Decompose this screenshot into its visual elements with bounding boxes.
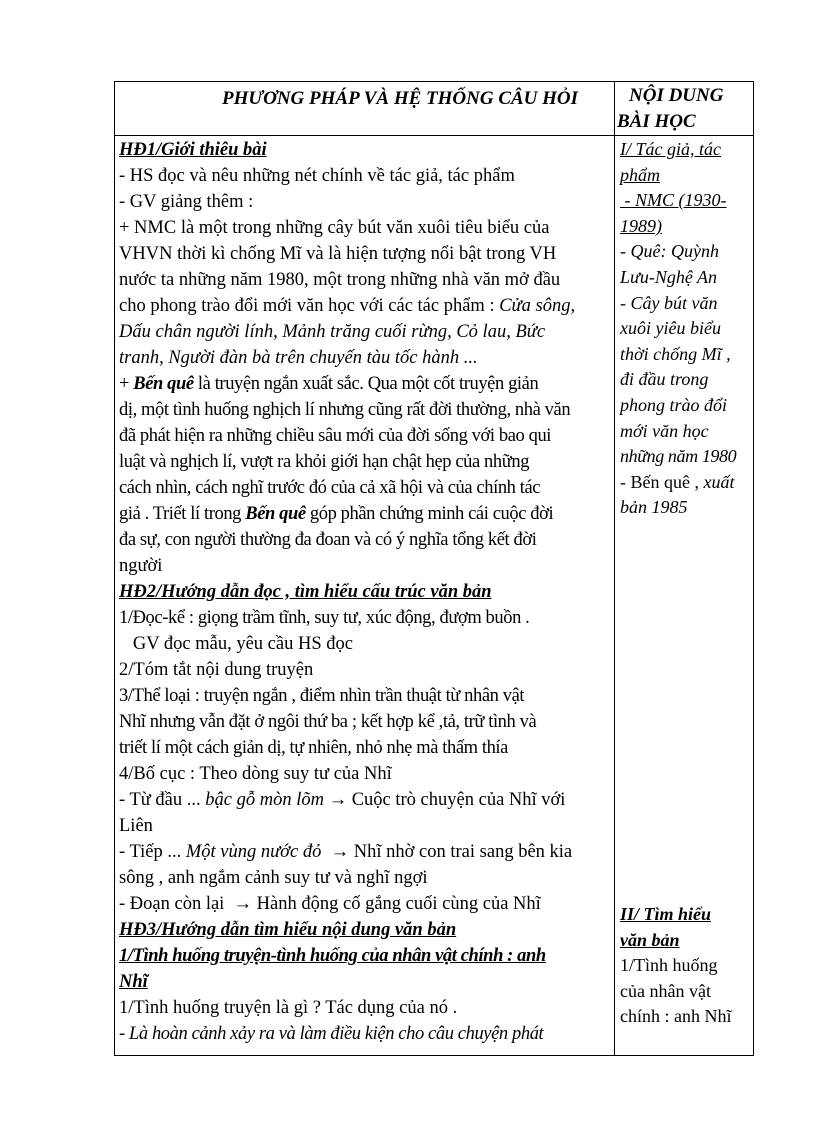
column-divider (614, 82, 615, 1055)
text-line: giả . Triết lí trong Bến quê góp phần chứng minh cái cuộc đời (119, 504, 554, 524)
text-line: - Đoạn còn lại → Hành động cố gắng cuối cùng của Nhĩ (119, 894, 541, 914)
text-line: - Bến quê , xuất (620, 471, 735, 492)
text-line: nước ta những năm 1980, một trong những nhà văn mở đầu (119, 270, 561, 290)
text-line: sông , anh ngắm cảnh suy tư và nghĩ ngợi (119, 868, 428, 888)
text-line: tranh, Người đàn bà trên chuyến tàu tốc hành ... (119, 348, 478, 368)
content-column-section2 (620, 902, 754, 1030)
text-line: đa sự, con người thường đa đoan và có ý nghĩa tổng kết đời (119, 530, 537, 550)
text-line: bản 1985 (620, 497, 688, 518)
text-line: Dấu chân người lính, Mảnh trăng cuối rừng, Cỏ lau, Bức (119, 322, 546, 342)
author-section-heading: I/ Tác giả, tác (620, 139, 721, 159)
hd3-heading: HĐ3/Hướng dẫn tìm hiểu nội dung văn bản (119, 920, 457, 940)
text-line: luật và nghịch lí, vượt ra khỏi giới hạn chật hẹp của những (119, 452, 530, 472)
text-line: VHVN thời kì chống Mĩ và là hiện tượng nổi bật trong VH (119, 244, 557, 264)
hd1-heading: HĐ1/Giới thiêu bài (119, 140, 267, 160)
text-line: GV đọc mẫu, yêu cầu HS đọc (119, 634, 353, 654)
text-line: - Quê: Quỳnh (620, 241, 719, 262)
text-line: những năm 1980 (620, 446, 737, 467)
text-line: người (119, 556, 163, 576)
content-column (620, 137, 754, 521)
text-line: - GV giảng thêm : (119, 192, 254, 212)
text-line: cho phong trào đổi mới văn học với các tác phẩm : Cửa sông, (119, 296, 576, 316)
text-line: 1/Đọc-kể : giọng trầm tĩnh, suy tư, xúc động, đượm buồn . (119, 608, 530, 628)
methods-column (119, 137, 611, 1047)
text-line: - Tiếp ... Một vùng nước đỏ → Nhĩ nhờ con trai sang bên kia (119, 842, 573, 862)
text-line: 3/Thể loại : truyện ngắn , điểm nhìn trần thuật từ nhân vật (119, 686, 525, 706)
header-cell-methods (115, 82, 614, 135)
text-line: - Từ đầu ... bậc gỗ mòn lõm → Cuộc trò chuyện của Nhĩ với (119, 790, 566, 810)
header-cell-content (615, 82, 754, 135)
text-line: - Cây bút văn (620, 292, 718, 313)
text-line: cách nhìn, cách nghĩ trước đó của cả xã hội và của chính tác (119, 478, 541, 498)
text-line: 4/Bố cục : Theo dòng suy tư của Nhĩ (119, 764, 392, 784)
text-section-heading: II/ Tìm hiểu (620, 904, 712, 924)
text-line: của nhân vật (620, 980, 711, 1001)
text-section-heading-cont: văn bản (620, 929, 680, 950)
hd2-heading: HĐ2/Hướng dẫn đọc , tìm hiểu cấu trúc văn bản (119, 582, 492, 602)
header-methods-title: PHƯƠNG PHÁP VÀ HỆ THỐNG CÂU HỎI (222, 88, 579, 109)
text-line: xuôi yiêu biểu (620, 318, 721, 339)
lesson-table (114, 81, 754, 1056)
text-line: thời chống Mĩ , (620, 343, 731, 364)
text-line: 1/Tình huống (620, 955, 718, 976)
text-line: - HS đọc và nêu những nét chính về tác giả, tác phẩm (119, 166, 515, 186)
author-years: - NMC (1930- (620, 190, 727, 211)
question-line: 1/Tình huống truyện là gì ? Tác dụng của nó . (119, 998, 458, 1018)
text-line: Nhĩ nhưng vẫn đặt ở ngôi thứ ba ; kết hợp kể ,tả, trữ tình và (119, 712, 537, 732)
text-line: Lưu-Nghệ An (620, 266, 717, 287)
text-line: đi đầu trong (620, 369, 709, 390)
answer-line: - Là hoàn cảnh xảy ra và làm điều kiện cho câu chuyện phát (119, 1024, 544, 1044)
section1-heading-cont: Nhĩ (119, 972, 148, 992)
text-line: triết lí một cách giản dị, tự nhiên, nhỏ nhẹ mà thấm thía (119, 738, 508, 758)
header-divider (115, 135, 753, 136)
text-line: Liên (119, 816, 153, 836)
text-line: dị, một tình huống nghịch lí nhưng cũng rất đời thường, nhà văn (119, 400, 571, 420)
author-years-cont: 1989) (620, 215, 662, 236)
text-line: + NMC là một trong những cây bút văn xuôi tiêu biểu của (119, 218, 550, 238)
section1-heading: 1/Tình huống truyện-tình huống của nhân vật chính : anh (119, 946, 546, 966)
author-section-heading-cont: phẩm (620, 164, 660, 185)
text-line: 2/Tóm tắt nội dung truyện (119, 660, 314, 680)
header-content-line2: BÀI HỌC (617, 111, 696, 132)
text-line: mới văn học (620, 420, 709, 441)
text-line: + Bến quê là truyện ngắn xuất sắc. Qua một cốt truyện giản (119, 374, 539, 394)
text-line: đã phát hiện ra những chiều sâu mới của đời sống với bao qui (119, 426, 552, 446)
text-line: phong trào đổi (620, 394, 728, 415)
header-content-line1: NỘI DUNG (629, 85, 724, 106)
text-line: chính : anh Nhĩ (620, 1006, 732, 1027)
